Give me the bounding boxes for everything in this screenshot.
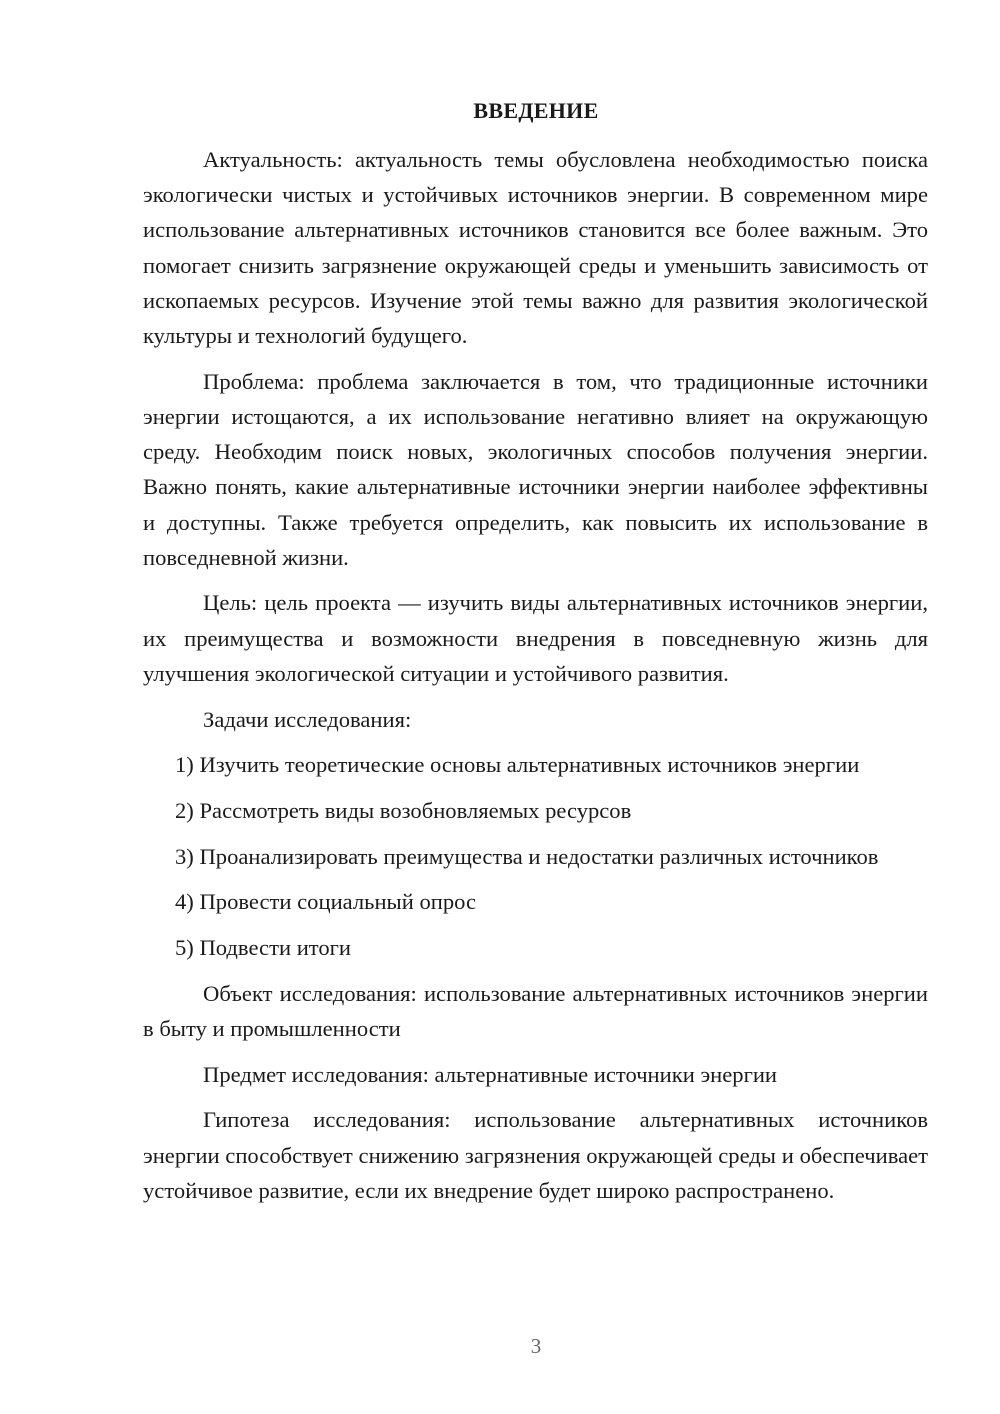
task-item-1: 1) Изучить теоретические основы альтернативных источников энергии: [175, 752, 860, 778]
paragraph-relevance: Актуальность: актуальность темы обусловлена необходимостью поиска экологически чистых и устойчивых источников энергии. В современном мире использование альтернативных источников становится все более важным. Это помогает снизить загрязнение окружающей среды и уменьшить зависимость от ископаемых ресурсов. Изучение этой темы важно для развития экологической культуры и технологий будущего.: [143, 147, 928, 349]
page-title: ВВЕДЕНИЕ: [473, 98, 599, 123]
paragraph-problem: Проблема: проблема заключается в том, что традиционные источники энергии истощаются, а их использование негативно влияет на окружающую среду. Необходим поиск новых, экологичных способов получения энергии. Важно понять, какие альтернативные источники энергии наиболее эффективны и доступны. Также требуется определить, как повысить их использование в повседневной жизни.: [143, 368, 928, 570]
page-number: 3: [530, 1334, 542, 1358]
paragraph-tasks-heading: Задачи исследования:: [203, 706, 412, 732]
task-item-3: 3) Проанализировать преимущества и недостатки различных источников: [175, 843, 879, 869]
task-item-5: 5) Подвести итоги: [175, 935, 352, 961]
paragraph-object: Объект исследования: использование альтернативных источников энергии в быту и промышленности: [143, 980, 928, 1041]
paragraph-subject: Предмет исследования: альтернативные источники энергии: [203, 1061, 778, 1087]
task-item-4: 4) Провести социальный опрос: [175, 889, 477, 915]
task-item-2: 2) Рассмотреть виды возобновляемых ресурсов: [175, 797, 632, 823]
paragraph-goal: Цель: цель проекта — изучить виды альтернативных источников энергии, их преимущества и возможности внедрения в повседневную жизнь для улучшения экологической ситуации и устойчивого развития.: [143, 590, 928, 686]
paragraph-hypothesis: Гипотеза исследования: использование альтернативных источников энергии способствует снижению загрязнения окружающей среды и обеспечивает устойчивое развитие, если их внедрение будет широко распространено.: [143, 1107, 928, 1203]
document-body: [143, 142, 928, 1218]
